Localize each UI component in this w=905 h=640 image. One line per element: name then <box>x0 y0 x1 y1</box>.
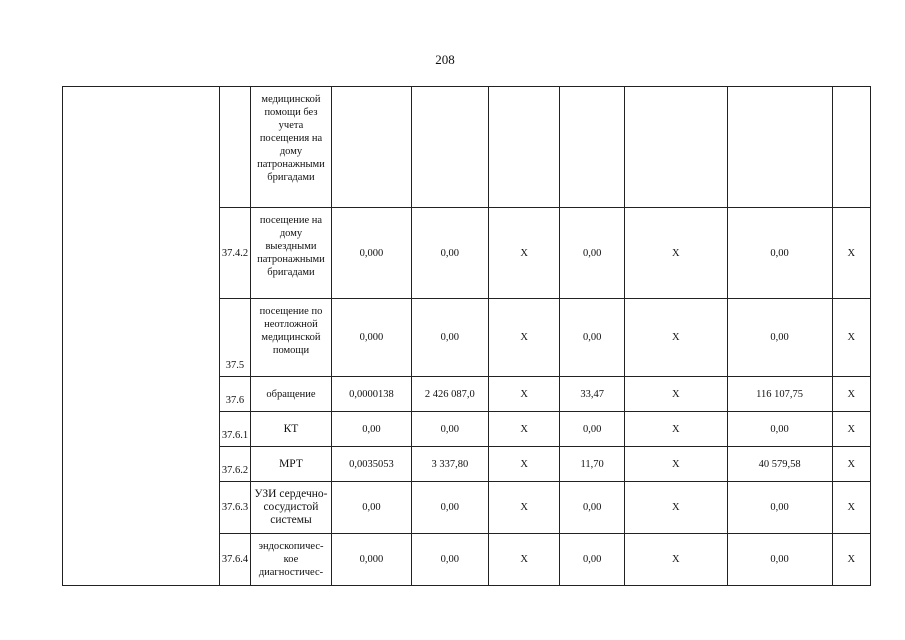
row-name: КТ <box>250 412 331 447</box>
cell-v1: 0,0000138 <box>331 377 411 412</box>
cell-v3: X <box>488 299 560 377</box>
row-name: МРТ <box>250 447 331 482</box>
row-name-text: эндоскопичес- кое диагностичес- <box>258 541 324 578</box>
page-number: 208 <box>435 52 455 67</box>
cell-v4: 0,00 <box>560 482 624 534</box>
cell-v1: 0,000 <box>331 208 411 299</box>
row-name-text: медицинской помощи без учета посещения на дому патронажными бригадами <box>257 94 325 183</box>
cell-v1: 0,0035053 <box>331 447 411 482</box>
cell-v4: 0,00 <box>560 208 624 299</box>
cell-v4 <box>560 87 624 208</box>
cell-v2 <box>411 87 488 208</box>
cell-v5 <box>624 87 727 208</box>
table-row <box>63 87 871 208</box>
cell-v7: X <box>832 299 870 377</box>
cell-v6: 116 107,75 <box>727 377 832 412</box>
row-name: обращение <box>250 377 331 412</box>
cell-v5: X <box>624 299 727 377</box>
cell-v5: X <box>624 447 727 482</box>
cell-v4: 0,00 <box>560 534 624 586</box>
row-name <box>250 87 331 208</box>
cell-v1: 0,000 <box>331 534 411 586</box>
cell-v2: 0,00 <box>411 482 488 534</box>
cell-v3: X <box>488 208 560 299</box>
cell-v7: X <box>832 412 870 447</box>
cell-v2: 3 337,80 <box>411 447 488 482</box>
cell-v5: X <box>624 482 727 534</box>
cell-v7: X <box>832 534 870 586</box>
cell-v5: X <box>624 208 727 299</box>
row-code: 37.6 <box>219 377 250 412</box>
row-code: 37.6.2 <box>219 447 250 482</box>
cell-v1: 0,00 <box>331 412 411 447</box>
cell-v6: 0,00 <box>727 299 832 377</box>
row-name-text: посещение по неотложной медицинской помощи <box>259 306 323 356</box>
cell-v4: 0,00 <box>560 299 624 377</box>
row-code: 37.4.2 <box>219 208 250 299</box>
row-code <box>219 87 250 208</box>
row-name-text: посещение на дому выездными патронажными бригадами <box>257 215 325 278</box>
row-code: 37.6.1 <box>219 412 250 447</box>
blank-category-cell <box>63 87 220 586</box>
cell-v2: 2 426 087,0 <box>411 377 488 412</box>
cell-v1: 0,00 <box>331 482 411 534</box>
cell-v6: 40 579,58 <box>727 447 832 482</box>
cell-v7: X <box>832 447 870 482</box>
cell-v7: X <box>832 482 870 534</box>
cell-v2: 0,00 <box>411 208 488 299</box>
row-name-text: УЗИ сердечно- сосудистой системы <box>254 488 328 526</box>
row-name <box>250 299 331 377</box>
cell-v3: X <box>488 412 560 447</box>
cell-v3: X <box>488 482 560 534</box>
cell-v6: 0,00 <box>727 208 832 299</box>
cell-v5: X <box>624 412 727 447</box>
cell-v3: X <box>488 447 560 482</box>
cell-v6: 0,00 <box>727 534 832 586</box>
row-name <box>250 208 331 299</box>
cell-v3: X <box>488 534 560 586</box>
row-name <box>250 482 331 534</box>
cell-v4: 33,47 <box>560 377 624 412</box>
row-code: 37.6.4 <box>219 534 250 586</box>
cell-v7 <box>832 87 870 208</box>
row-name <box>250 534 331 586</box>
cell-v4: 11,70 <box>560 447 624 482</box>
cell-v6 <box>727 87 832 208</box>
cell-v6: 0,00 <box>727 412 832 447</box>
cell-v1 <box>331 87 411 208</box>
cell-v5: X <box>624 377 727 412</box>
cell-v6: 0,00 <box>727 482 832 534</box>
row-code: 37.5 <box>219 299 250 377</box>
cell-v5: X <box>624 534 727 586</box>
cell-v7: X <box>832 377 870 412</box>
cell-v7: X <box>832 208 870 299</box>
cell-v1: 0,000 <box>331 299 411 377</box>
cell-v2: 0,00 <box>411 299 488 377</box>
row-code: 37.6.3 <box>219 482 250 534</box>
cell-v4: 0,00 <box>560 412 624 447</box>
cell-v3: X <box>488 377 560 412</box>
cell-v2: 0,00 <box>411 534 488 586</box>
cell-v2: 0,00 <box>411 412 488 447</box>
data-table <box>62 86 871 586</box>
cell-v3 <box>488 87 560 208</box>
